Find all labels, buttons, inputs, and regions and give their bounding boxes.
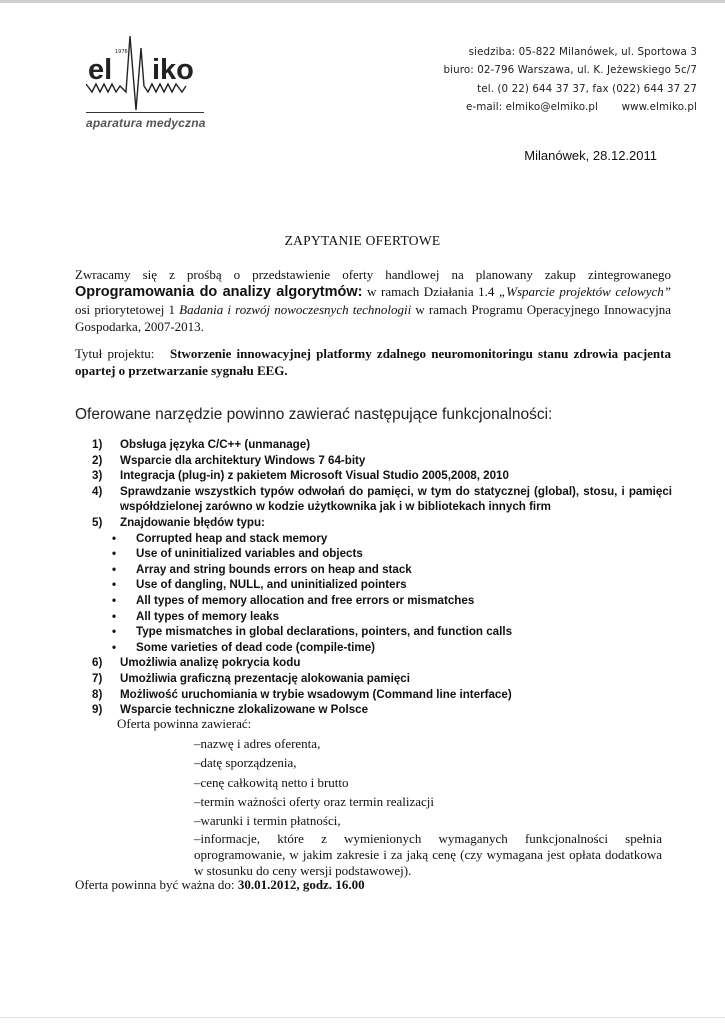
offer-requirement-item: –informacje, które z wymienionych wymaganych funkcjonalności spełnia oprogramowanie, w jakim zakresie i za jaką cenę (czy wymagana jest opłata dodatkowa w stosunku do ceny wersji podstawowej).: [194, 831, 662, 879]
project-paragraph: [75, 345, 671, 379]
offer-requirement-item: –termin ważności oferty oraz termin realizacji: [194, 793, 435, 809]
contact-block: [444, 43, 697, 117]
website-link[interactable]: www.elmiko.pl: [621, 101, 697, 114]
error-type-text: Array and string bounds errors on heap and stack: [136, 562, 412, 576]
logo-year: 1976: [115, 49, 128, 55]
intro-text-4: w ramach Programu Operacyjnego Innowacyjna Gospodarka, 2007-2013.: [75, 302, 671, 334]
error-type-text: Corrupted heap and stack memory: [136, 531, 328, 545]
document-title: ZAPYTANIE OFERTOWE: [284, 233, 441, 248]
error-type-text: Use of uninitialized variables and objects: [136, 547, 363, 561]
feature-number: 9): [92, 703, 103, 717]
feature-item: [92, 437, 672, 453]
bullet-icon: •: [112, 562, 117, 576]
feature-text: Sprawdzanie wszystkich typów odwołań do pamięci, w tym do statycznej (global), stosu, i pamięci współdzielonej zarówno w kodzie użytkownika jak i w bibliotekach innych firm: [120, 484, 672, 514]
feature-number: 4): [92, 484, 103, 498]
features-heading: Oferowane narzędzie powinno zawierać następujące funkcjonalności:: [75, 406, 553, 423]
document-date: Milanówek, 28.12.2011: [524, 148, 657, 163]
feature-number: 5): [92, 515, 103, 529]
project-title: Stworzenie innowacyjnej platformy zdalnego neuromonitoringu stanu zdrowia pacjenta opartej o przetwarzanie sygnału EEG.: [75, 346, 671, 378]
feature-number: 3): [92, 469, 103, 483]
feature-item: [92, 515, 672, 531]
feature-number: 8): [92, 687, 103, 701]
feature-number: 2): [92, 453, 103, 467]
bullet-icon: •: [112, 547, 117, 561]
intro-paragraph: [75, 266, 671, 335]
address-headquarters: siedziba: 05-822 Milanówek, ul. Sportowa 3: [468, 46, 697, 58]
feature-text: Znajdowanie błędów typu:: [120, 515, 265, 529]
feature-item: [92, 671, 672, 687]
validity-deadline: 30.01.2012, godz. 16.00: [237, 877, 365, 892]
feature-item: [92, 655, 672, 671]
feature-item: [92, 687, 672, 703]
feature-item: [92, 468, 672, 484]
offer-requirement-item: –nazwę i adres oferenta,: [194, 736, 321, 751]
error-type-text: All types of memory allocation and free errors or mismatches: [136, 593, 475, 607]
feature-number: 1): [92, 438, 103, 451]
feature-text: Umożliwia graficzną prezentację alokowania pamięci: [120, 671, 410, 685]
error-type-item: [92, 609, 672, 625]
logo-text-left: el: [88, 54, 113, 86]
feature-text: Obsługa języka C/C++ (unmanage): [120, 438, 311, 451]
error-type-item: [92, 531, 672, 547]
offer-requirement-item: –cenę całkowitą netto i brutto: [194, 774, 349, 790]
bullet-icon: •: [112, 593, 117, 607]
feature-text: Wsparcie dla architektury Windows 7 64-bity: [120, 453, 366, 467]
email-link[interactable]: e-mail: elmiko@elmiko.pl: [465, 101, 598, 114]
phone-fax: tel. (0 22) 644 37 37, fax (022) 644 37 27: [477, 82, 697, 95]
feature-text: Możliwość uruchomiania w trybie wsadowym (Command line interface): [120, 687, 512, 701]
feature-text: Integracja (plug-in) z pakietem Microsoft Visual Studio 2005,2008, 2010: [120, 469, 509, 483]
top-scan-edge: [0, 0, 725, 3]
validity-label: Oferta powinna być ważna do:: [75, 877, 235, 892]
offer-heading: Oferta powinna zawierać:: [117, 716, 252, 731]
intro-product-name: Oprogramowania do analizy algorytmów:: [75, 284, 363, 300]
bullet-icon: •: [112, 578, 117, 592]
error-type-item: [92, 546, 672, 562]
error-type-text: All types of memory leaks: [136, 609, 280, 623]
feature-text: Wsparcie techniczne zlokalizowane w Polsce: [120, 703, 369, 717]
error-type-item: [92, 624, 672, 640]
bullet-icon: •: [112, 640, 117, 654]
bullet-icon: •: [112, 625, 117, 639]
logo-tagline: aparatura medyczna: [86, 116, 206, 130]
feature-item: [92, 453, 672, 469]
logo-divider: [86, 112, 204, 113]
intro-text-3: osi priorytetowej 1: [75, 302, 180, 317]
feature-text: Umożliwia analizę pokrycia kodu: [120, 656, 301, 670]
error-type-item: [92, 562, 672, 578]
bullet-icon: •: [112, 609, 117, 623]
offer-requirement-item: –datę sporządzenia,: [194, 755, 297, 771]
feature-number: 7): [92, 671, 103, 685]
intro-measure: „Wsparcie projektów celowych”: [498, 284, 671, 299]
feature-number: 6): [92, 656, 103, 670]
project-label: Tytuł projektu:: [75, 346, 155, 361]
error-type-item: [92, 577, 672, 593]
intro-axis-name: Badania i rozwój nowoczesnych technologii: [179, 302, 412, 317]
offer-requirement-item: –warunki i termin płatności,: [194, 813, 341, 829]
bottom-scan-edge: [0, 1017, 725, 1018]
intro-text-2: w ramach Działania 1.4: [362, 284, 499, 299]
features-list: [92, 437, 672, 718]
offer-requirements-list: [194, 734, 662, 879]
error-type-text: Some varieties of dead code (compile-time): [136, 640, 376, 654]
error-type-item: [92, 593, 672, 609]
error-type-text: Use of dangling, NULL, and uninitialized pointers: [136, 578, 407, 592]
address-office: biuro: 02-796 Warszawa, ul. K. Jeżewskiego 5c/7: [443, 64, 697, 77]
bullet-icon: •: [112, 531, 117, 545]
error-type-text: Type mismatches in global declarations, pointers, and function calls: [136, 625, 513, 639]
intro-text-1: Zwracamy się z prośbą o przedstawienie oferty handlowej na planowany zakup zintegrowanego: [75, 267, 671, 282]
logo-text-right: iko: [152, 54, 194, 86]
feature-item: [92, 484, 672, 515]
validity-line: [75, 877, 365, 893]
error-type-item: [92, 640, 672, 656]
